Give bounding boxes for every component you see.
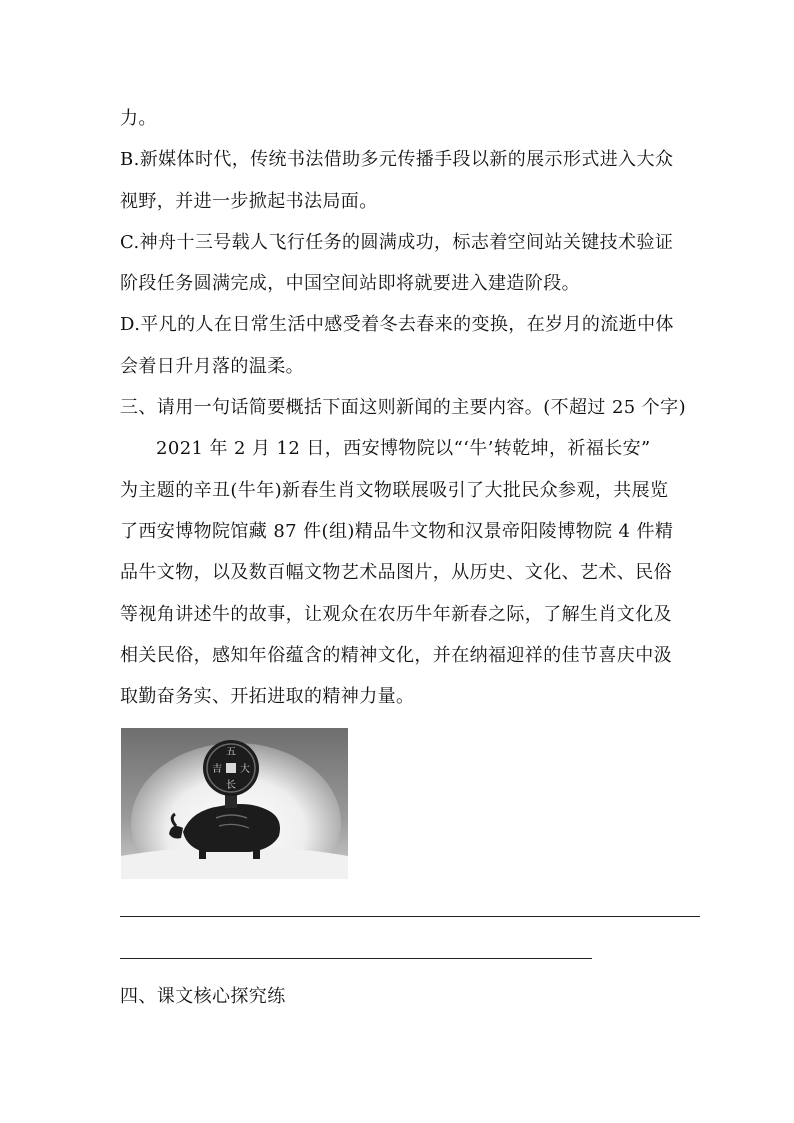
seal-char-left: 吉 [212,764,222,775]
seal-char-right: 大 [240,764,250,775]
option-d-line-2: 会着日升月落的温柔。 [120,355,304,377]
option-b-line-1: B.新媒体时代，传统书法借助多元传播手段以新的展示形式进入大众 [120,149,674,171]
option-b-line-2: 视野，并进一步掀起书法局面。 [120,190,378,212]
answer-line-1[interactable] [120,916,700,917]
news-line-2: 为主题的辛丑(牛年)新春生肖文物联展吸引了大批民众参观，共展览 [120,479,669,501]
question-3-heading: 三、请用一句话简要概括下面这则新闻的主要内容。(不超过 25 个字) [120,397,686,419]
news-line-4: 品牛文物，以及数百幅文物艺术品图片，从历史、文化、艺术、民俗 [120,562,672,584]
option-a-tail: 力。 [120,108,157,129]
news-line-3: 了西安博物院馆藏 87 件(组)精品牛文物和汉景帝阳陵博物院 4 件精 [120,520,674,542]
news-line-5: 等视角讲述牛的故事，让观众在农历牛年新春之际，了解生肖文化及 [120,603,672,625]
news-line-7: 取勤奋务实、开拓进取的精神力量。 [120,686,415,708]
seal-char-bottom: 长 [226,780,236,791]
option-c-line-1: C.神舟十三号载人飞行任务的圆满成功，标志着空间站关键技术验证 [120,231,674,253]
seal-char-top: 五 [226,747,236,758]
option-d-line-1: D.平凡的人在日常生活中感受着冬去春来的变换，在岁月的流逝中体 [120,314,674,336]
section-4-heading: 四、课文核心探究练 [120,986,286,1007]
news-line-1: 2021 年 2 月 12 日，西安博物院以“‘牛’转乾坤，祈福长安” [156,438,651,460]
answer-line-2[interactable] [120,958,592,959]
news-line-6: 相关民俗，感知年俗蕴含的精神文化，并在纳福迎祥的佳节喜庆中汲 [120,644,672,666]
exhibit-photo [121,728,348,879]
option-c-line-2: 阶段任务圆满完成，中国空间站即将就要进入建造阶段。 [120,273,580,295]
body-text [120,98,695,717]
